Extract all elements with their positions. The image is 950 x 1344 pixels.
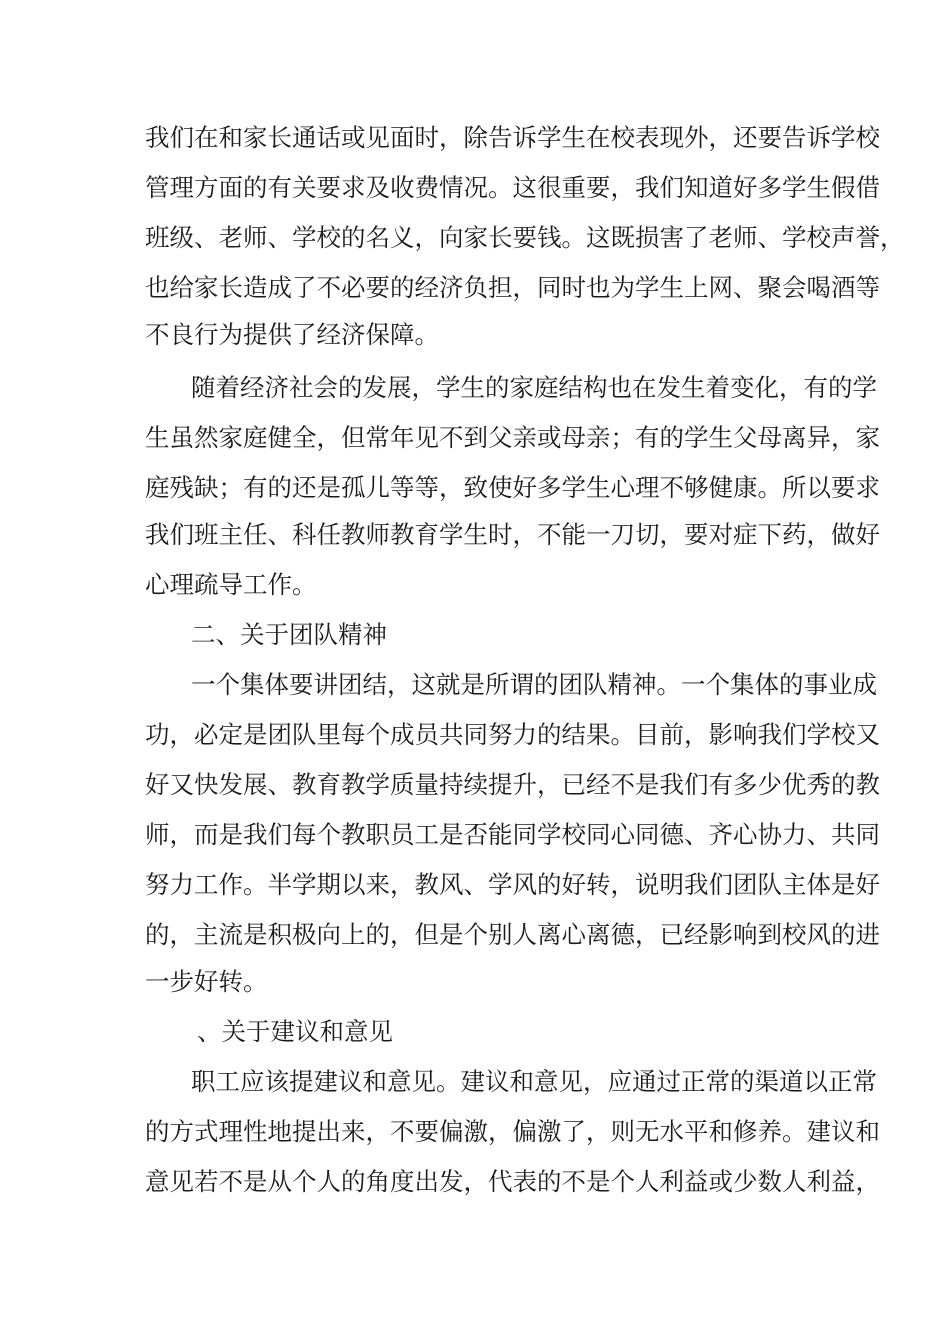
text-line: 庭残缺；有的还是孤儿等等，致使好多学生心理不够健康。所以要求 — [145, 473, 880, 502]
section-heading: 、关于建议和意见 — [197, 1017, 393, 1046]
paragraph-first-line: 一个集体要讲团结，这就是所谓的团队精神。一个集体的事业成 — [191, 670, 877, 699]
paragraph-first-line: 职工应该提建议和意见。建议和意见，应通过正常的渠道以正常 — [191, 1067, 877, 1096]
text-line: 也给家长造成了不必要的经济负担，同时也为学生上网、聚会喝酒等 — [145, 273, 880, 302]
section-heading: 二、关于团队精神 — [191, 620, 387, 649]
text-line: 班级、老师、学校的名义，向家长要钱。这既损害了老师、学校声誉， — [145, 223, 905, 252]
text-line: 努力工作。半学期以来，教风、学风的好转，说明我们团队主体是好 — [145, 870, 880, 899]
text-line: 的，主流是积极向上的，但是个别人离心离德，已经影响到校风的进 — [145, 920, 880, 949]
text-line: 生虽然家庭健全，但常年见不到父亲或母亲；有的学生父母离异，家 — [145, 423, 880, 452]
text-line: 心理疏导工作。 — [145, 570, 317, 599]
text-line: 师，而是我们每个教职员工是否能同学校同心同德、齐心协力、共同 — [145, 820, 880, 849]
text-line: 意见若不是从个人的角度出发，代表的不是个人利益或少数人利益， — [145, 1167, 880, 1196]
text-line: 好又快发展、教育教学质量持续提升，已经不是我们有多少优秀的教 — [145, 770, 880, 799]
paragraph-first-line: 随着经济社会的发展，学生的家庭结构也在发生着变化，有的学 — [191, 373, 877, 402]
text-line: 不良行为提供了经济保障。 — [145, 320, 439, 349]
text-line: 功，必定是团队里每个成员共同努力的结果。目前，影响我们学校又 — [145, 720, 880, 749]
text-line: 管理方面的有关要求及收费情况。这很重要，我们知道好多学生假借 — [145, 173, 880, 202]
text-line: 的方式理性地提出来，不要偏激，偏激了，则无水平和修养。建议和 — [145, 1117, 880, 1146]
text-line: 我们班主任、科任教师教育学生时，不能一刀切，要对症下药，做好 — [145, 520, 880, 549]
text-line: 一步好转。 — [145, 967, 268, 996]
text-line: 我们在和家长通话或见面时，除告诉学生在校表现外，还要告诉学校 — [145, 123, 880, 152]
